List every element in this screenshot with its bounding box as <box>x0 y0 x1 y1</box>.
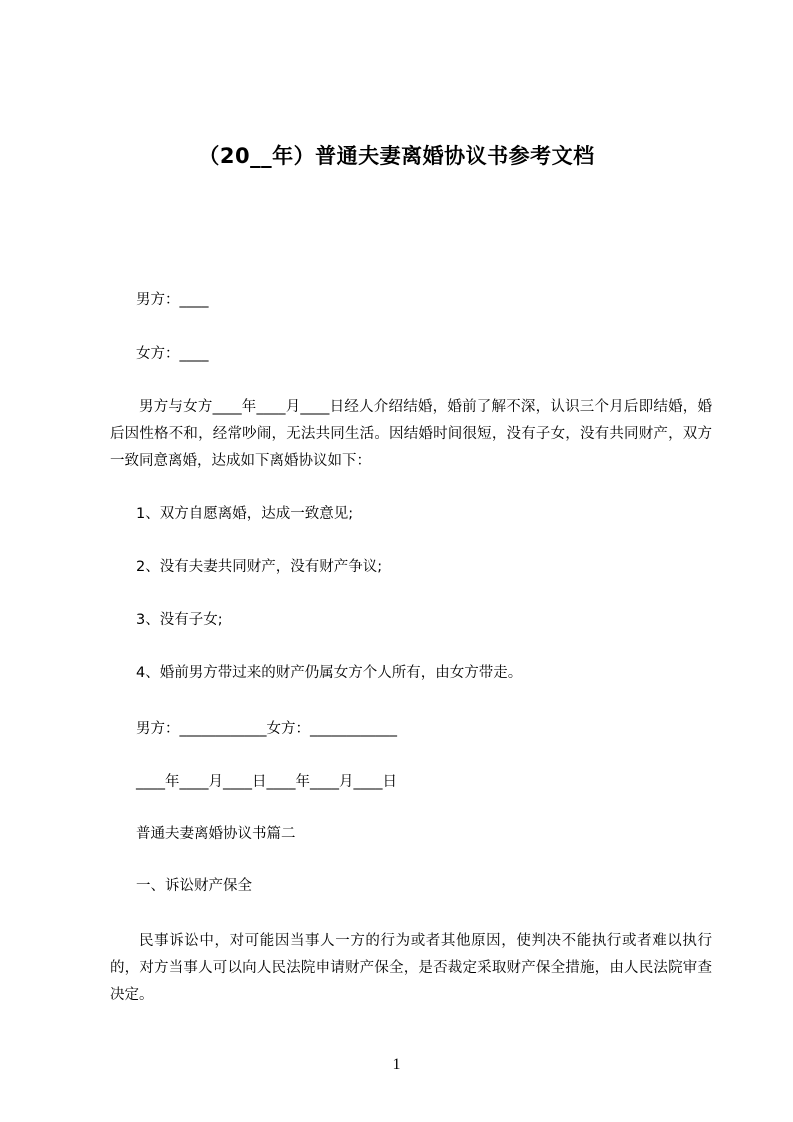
husband-field-line: 男方：____ <box>136 292 209 308</box>
section-two-heading: 普通夫妻离婚协议书篇二 <box>136 826 296 842</box>
date-line: ____年____月____日____年____月____日 <box>136 774 397 790</box>
clause-item: 1、双方自愿离婚，达成一致意见; <box>136 506 354 522</box>
document-title: （20__年）普通夫妻离婚协议书参考文档 <box>198 144 595 168</box>
wife-field-line: 女方：____ <box>136 346 209 362</box>
intro-paragraph: 男方与女方____年____月____日经人介绍结婚，婚前了解不深，认识三个月后即结婚，婚后因性格不和，经常吵闹，无法共同生活。因结婚时间很短，没有子女，没有共同财产，双方一致同意离婚，达成如下离婚协议如下： <box>110 399 712 469</box>
section-two-paragraph: 民事诉讼中，对可能因当事人一方的行为或者其他原因，使判决不能执行或者难以执行的，对方当事人可以向人民法院申请财产保全，是否裁定采取财产保全措施，由人民法院审查决定。 <box>110 933 712 1003</box>
clause-item: 4、婚前男方带过来的财产仍属女方个人所有，由女方带走。 <box>136 665 523 681</box>
subheading-litigation-preservation: 一、诉讼财产保全 <box>136 878 252 894</box>
page-number: 1 <box>392 1056 401 1073</box>
clause-item: 3、没有子女; <box>136 612 223 628</box>
clause-item: 2、没有夫妻共同财产，没有财产争议; <box>136 559 383 575</box>
signature-line: 男方：____________女方：____________ <box>136 721 397 737</box>
